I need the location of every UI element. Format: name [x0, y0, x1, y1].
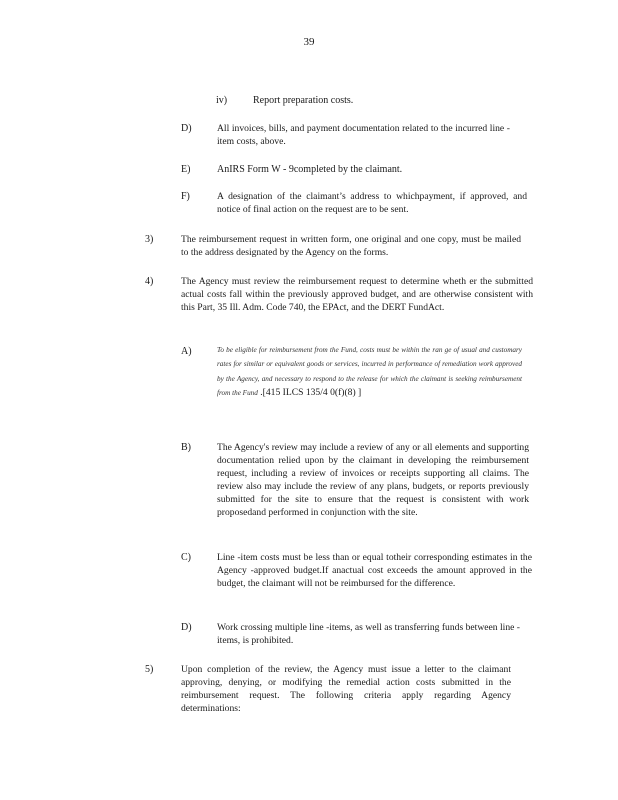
item-text: A designation of the claimant’s address to whichpayment, if approved, and notice of final action on the request are to be sent.	[217, 191, 527, 216]
item-marker: B)	[181, 442, 191, 453]
item-text	[217, 343, 522, 401]
item-text: Report preparation costs.	[253, 95, 354, 106]
item-text: The reimbursement request in written form, one original and one copy, must be mailed to the address designated by the Agency on the forms.	[181, 234, 521, 259]
item-marker: C)	[181, 552, 191, 563]
item-marker: D)	[181, 123, 192, 134]
item-marker: A)	[181, 346, 192, 357]
item-text: The Agency must review the reimbursement request to determine wheth er the submitted actual costs fall within the previously approved budget, and are otherwise consistent with this Part, 35 Ill. Adm. Code 740, the EPAct, and the DERT FundAct.	[181, 276, 533, 314]
item-marker: iv)	[216, 95, 228, 106]
item-marker: 4)	[145, 276, 154, 287]
item-text: All invoices, bills, and payment documentation related to the incurred line -item costs, above.	[217, 123, 510, 148]
item-marker: 5)	[145, 664, 154, 675]
item-text: AnIRS Form W - 9completed by the claimant.	[217, 164, 403, 175]
item-text: Upon completion of the review, the Agency must issue a letter to the claimant approving, denying, or modifying the remedial action costs submitted in the reimbursement request. The following criteria apply regarding Agency determinations:	[181, 664, 511, 715]
item-marker: D)	[181, 622, 192, 633]
item-marker: E)	[181, 164, 191, 175]
item-text: Line -item costs must be less than or equal totheir corresponding estimates in the Agency -approved budget.If anactual cost exceeds the amount approved in the budget, the claimant will not be reimbursed for the difference.	[217, 552, 532, 590]
citation: .[415 ILCS 135/4 0(f)(8) ]	[257, 387, 362, 399]
item-marker: F)	[181, 191, 190, 202]
item-marker: 3)	[145, 234, 154, 245]
page-number: 39	[303, 36, 315, 48]
item-text: Work crossing multiple line -items, as well as transferring funds between line - items, is prohibited.	[217, 622, 520, 647]
italic-quote: To be eligible for reimbursement from the Fund, costs must be within the ran ge of usual and customary rates for similar or equivalent goods or services, incurred in performance of remediation work approved by the Agency, and necessary to respond to the release for which the claimant is seeking reimbursement from the Fund	[217, 346, 522, 398]
item-text: The Agency's review may include a review of any or all elements and supporting documentation relied upon by the claimant in developing the reimbursement request, including a review of invoices or receipts supporting all claims. The review also may include the review of any plans, budgets, or reports previously submitted for the site to ensure that the request is consistent with work proposedand performed in conjunction with the site.	[217, 442, 529, 519]
